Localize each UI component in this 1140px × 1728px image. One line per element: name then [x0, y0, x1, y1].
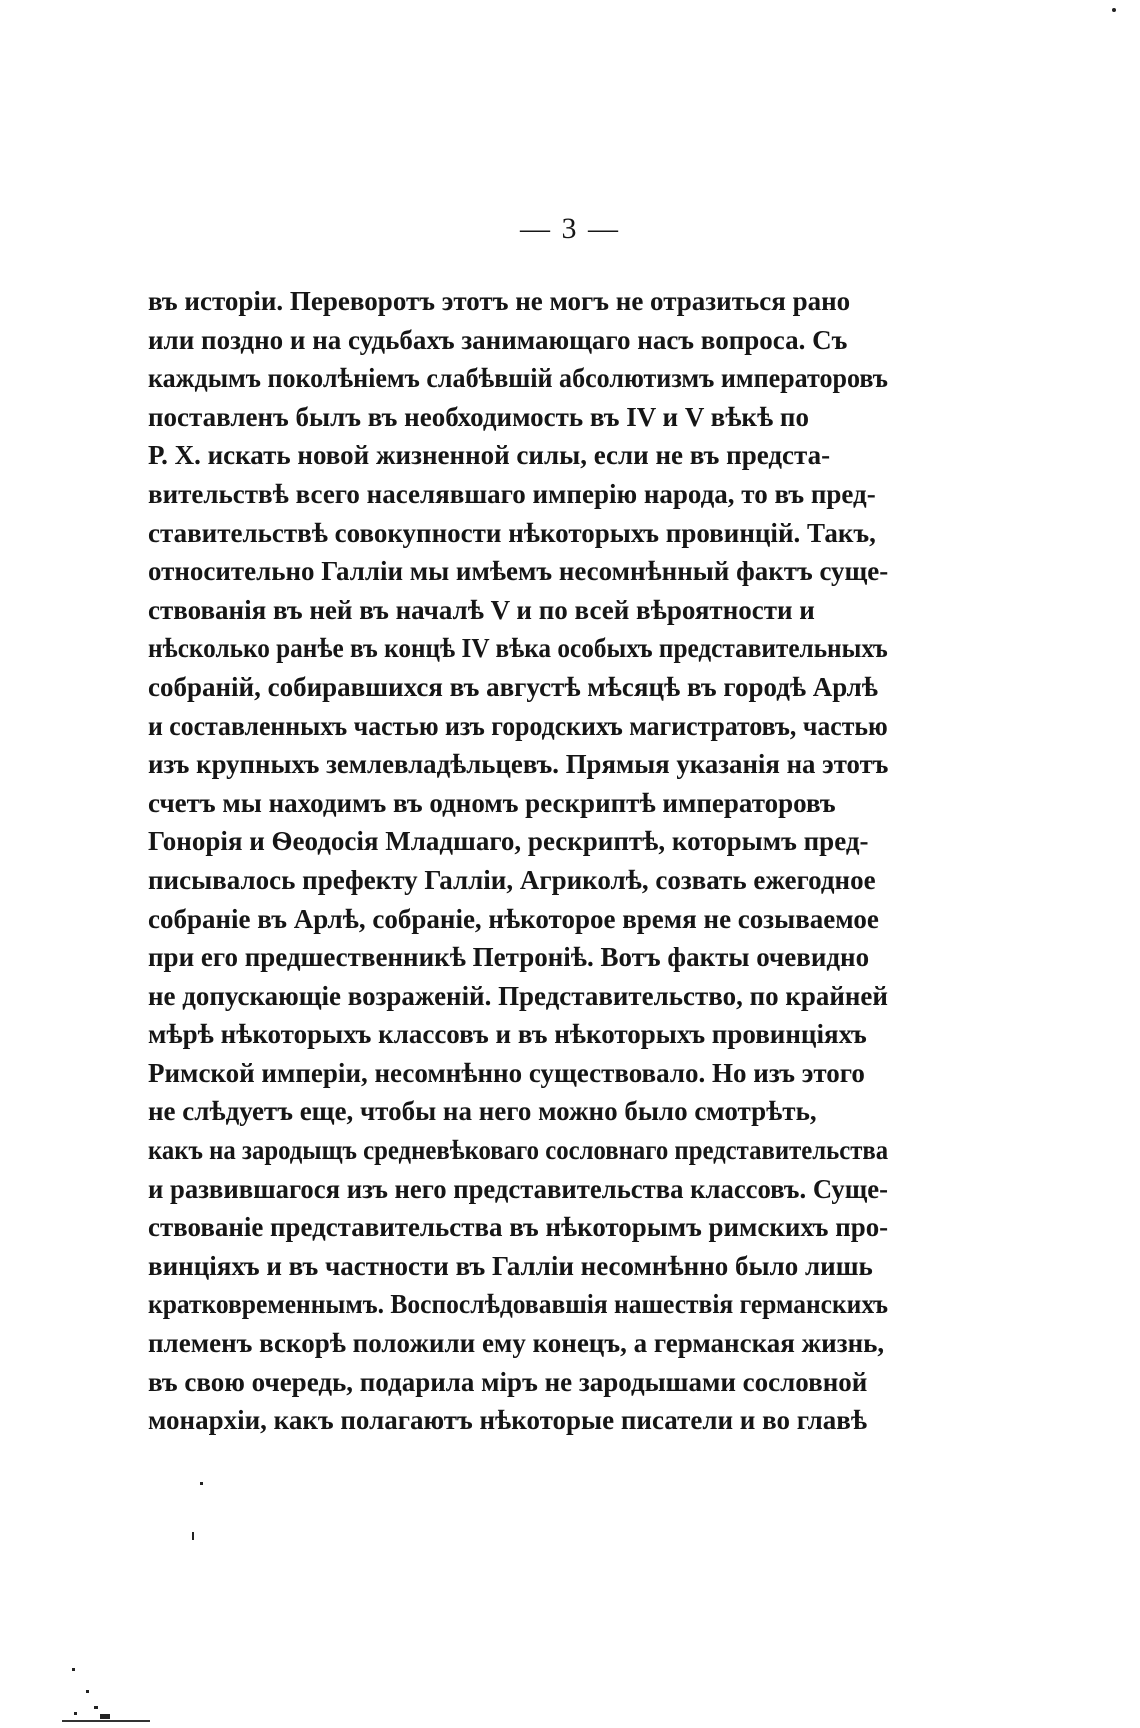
- scan-speck: [192, 1532, 194, 1540]
- text-line: нѣсколько ранѣе въ концѣ IV вѣка особыхъ представительныхъ: [148, 633, 888, 664]
- scan-speck: [1112, 8, 1116, 12]
- text-line: каждымъ поколѣніемъ слабѣвшій абсолютизмъ императоровъ: [148, 363, 888, 394]
- scan-speck: [94, 1706, 98, 1709]
- text-line: вительствѣ всего населявшаго имперію народа, то въ пред-: [148, 478, 876, 509]
- text-line: монархіи, какъ полагаютъ нѣкоторые писатели и во главѣ: [148, 1405, 868, 1436]
- scan-speck: [86, 1690, 89, 1693]
- text-line: и составленныхъ частью изъ городскихъ магистратовъ, частью: [148, 710, 888, 741]
- scan-speck: [200, 1482, 203, 1485]
- text-line: относительно Галліи мы имѣемъ несомнѣнный фактъ суще-: [148, 556, 889, 587]
- text-line: винціяхъ и въ частности въ Галліи несомнѣнно было лишь: [148, 1250, 873, 1281]
- text-line: кратковременнымъ. Воспослѣдовавшія нашествія германскихъ: [148, 1289, 889, 1320]
- scan-speck: [100, 1714, 110, 1719]
- scan-edge-line: [62, 1720, 150, 1722]
- text-line: Р. X. искать новой жизненной силы, если не въ предста-: [148, 440, 831, 471]
- text-line: ствованіе представительства въ нѣкоторымъ римскихъ про-: [148, 1212, 889, 1243]
- scan-speck: [72, 1668, 75, 1671]
- text-line: въ свою очередь, подарила міръ не зародышами сословной: [148, 1366, 868, 1397]
- page-number: — 3 —: [520, 212, 620, 245]
- text-line: или поздно и на судьбахъ занимающаго насъ вопроса. Съ: [148, 324, 848, 355]
- text-line: поставленъ былъ въ необходимость въ IV и V вѣкѣ по: [148, 401, 809, 432]
- text-line: племенъ вскорѣ положили ему конецъ, а германская жизнь,: [148, 1328, 885, 1359]
- text-line: изъ крупныхъ землевладѣльцевъ. Прямыя указанія на этотъ: [148, 749, 889, 780]
- text-line: какъ на зародыщъ средневѣковаго сословнаго представительства: [148, 1135, 889, 1166]
- text-line: счетъ мы находимъ въ одномъ рескриптѣ императоровъ: [148, 787, 836, 818]
- text-line: Римской имперіи, несомнѣнно существовало. Но изъ этого: [148, 1057, 865, 1088]
- text-line: собраніе въ Арлѣ, собраніе, нѣкоторое время не созываемое: [148, 903, 879, 934]
- text-line: не допускающіе возраженій. Представительство, по крайней: [148, 980, 888, 1011]
- body-text: [148, 282, 888, 1440]
- text-line: при его предшественникѣ Петроніѣ. Вотъ факты очевидно: [148, 942, 870, 973]
- scan-speck: [74, 1712, 77, 1715]
- text-line: Гонорія и Ѳеодосія Младшаго, рескриптѣ, которымъ пред-: [148, 826, 869, 857]
- text-line: не слѣдуетъ еще, чтобы на него можно было смотрѣть,: [148, 1096, 817, 1127]
- text-line: ставительствѣ совокупности нѣкоторыхъ провинцій. Такъ,: [148, 517, 876, 548]
- text-line: ствованія въ ней въ началѣ V и по всей вѣроятности и: [148, 594, 815, 625]
- text-line: въ исторіи. Переворотъ этотъ не могъ не отразиться рано: [148, 286, 851, 316]
- text-line: мѣрѣ нѣкоторыхъ классовъ и въ нѣкоторыхъ провинціяхъ: [148, 1019, 867, 1050]
- text-line: писывалось префекту Галліи, Агриколѣ, созвать ежегодное: [148, 864, 876, 895]
- text-line: и развившагося изъ него представительства классовъ. Суще-: [148, 1173, 888, 1204]
- text-line: собраній, собиравшихся въ августѣ мѣсяцѣ въ городѣ Арлѣ: [148, 671, 879, 702]
